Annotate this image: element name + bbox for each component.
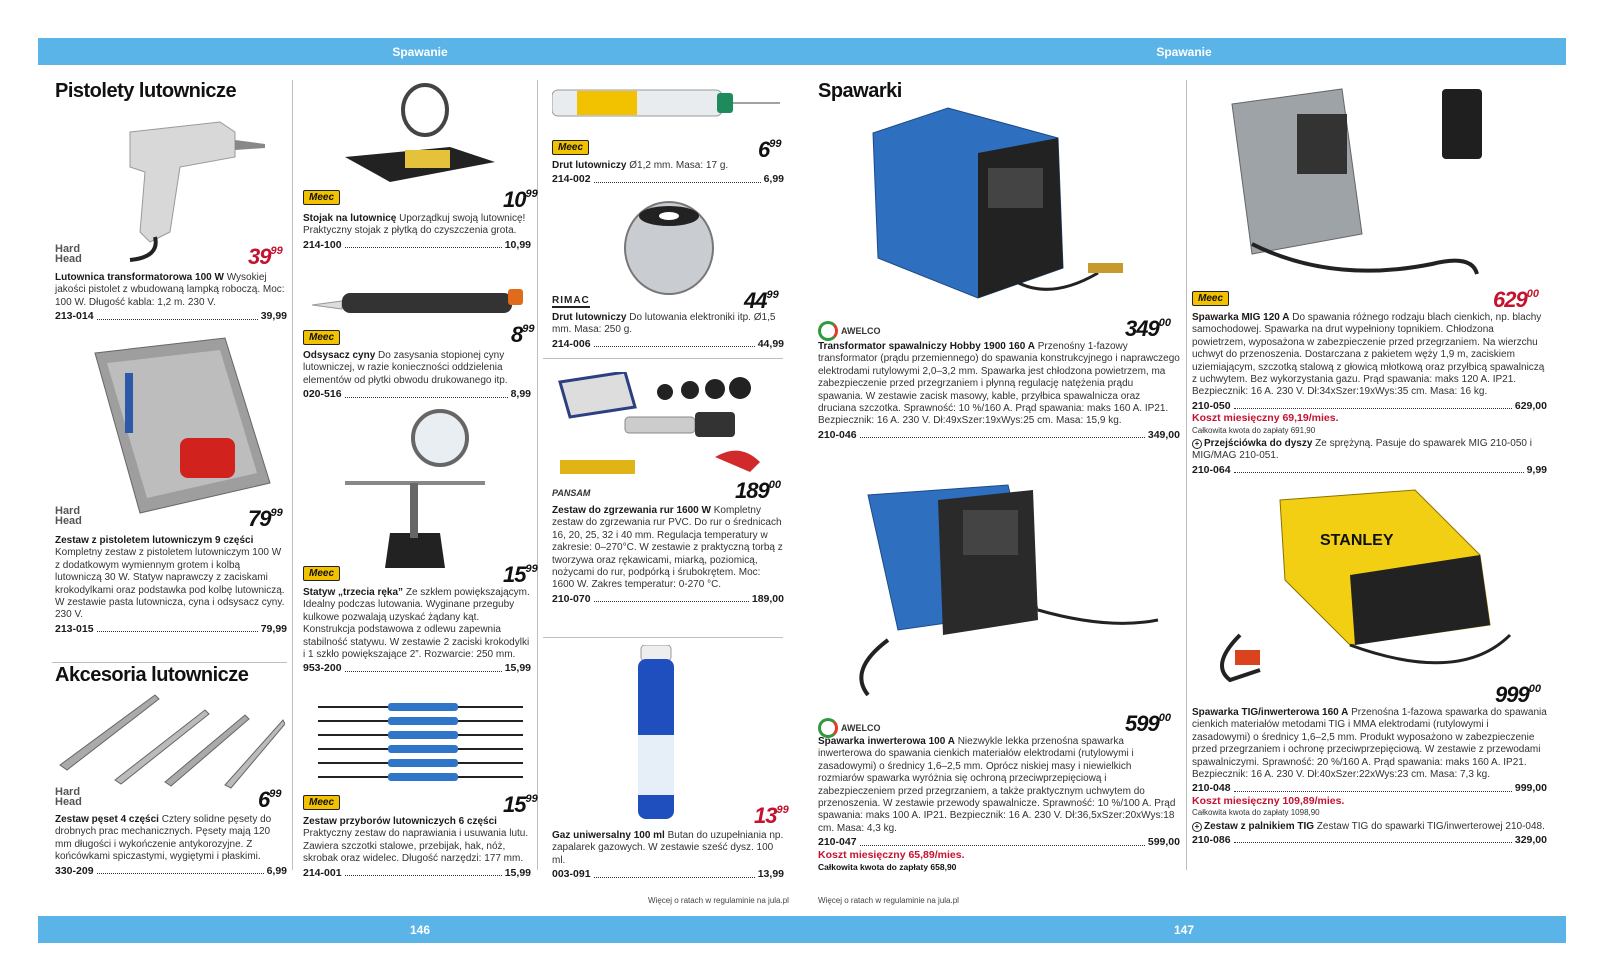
- section-title-welders: Spawarki: [818, 80, 902, 102]
- product-953-200: [303, 587, 531, 675]
- product-name: Zestaw przyborów lutowniczych 6 części: [303, 816, 497, 827]
- page-number-right: 147: [802, 916, 1566, 943]
- product-210-046: [818, 341, 1180, 441]
- brand-hard-head: Hard Head: [55, 786, 82, 808]
- section-header-left: Spawanie: [38, 38, 802, 65]
- product-name: Zestaw z pistoletem lutowniczym 9 części: [55, 535, 254, 546]
- product-213-014: [55, 272, 287, 323]
- section-title-soldering-guns: Pistolety lutownicze: [55, 80, 237, 102]
- product-desc: Ze szkłem powiększającym. Idealny podczas lutowania. Wyginane przeguby kulkowe pozwalają uzyskać żądany kąt. Konstrukcja podstawowa z odlewu zapewnia stabilność statywu. W zestawie 2 zaciski krokodylki i 1 szkło powiększające 2”. Rozwarcie: 250 mm.: [303, 587, 530, 661]
- installments-note-left: Więcej o ratach w regulaminie na jula.pl: [648, 896, 789, 905]
- total-cost: Całkowita kwota do zapłaty 658,90: [818, 862, 957, 873]
- product-desc: Kompletny zestaw do zgrzewania rur PVC. Do rur o średnicach 16, 20, 25, 32 i 40 mm. Regulacja temperatury w zakresie: 0–270°C. W zestawie z praktyczną torbą z tworzywa oraz rękawicami, miarką, poziomicą, nożycami do rur, podpórką i śrubokrętem. Moc: 1600 W. Zakres temperatur: 0-270 °C.: [552, 505, 783, 591]
- sku-row: 213-015 79,99: [55, 622, 287, 635]
- product-214-001: [303, 816, 531, 879]
- tig-welder-image: [1200, 485, 1520, 685]
- sku-row: 210-046 349,00: [818, 428, 1180, 441]
- product-name: Odsysacz cyny: [303, 350, 376, 361]
- sku-row: 210-048 999,00: [1192, 782, 1547, 795]
- product-020-516: [303, 350, 531, 401]
- product-name: Drut lutowniczy: [552, 312, 627, 323]
- price-214-001: $15^{99}$: [503, 792, 538, 817]
- page-number-left: 146: [38, 916, 802, 943]
- product-name: Statyw „trzecia ręka”: [303, 587, 404, 598]
- price-210-070: $189^{00}$: [735, 478, 781, 503]
- brand-meec: Meec: [303, 190, 340, 205]
- sku-row: 214-001 15,99: [303, 866, 531, 879]
- section-title-accessories: Akcesoria lutownicze: [55, 664, 249, 686]
- price-003-091: $13^{99}$: [754, 803, 789, 828]
- sku-row: 214-006 44,99: [552, 337, 784, 350]
- sku-row: 020-516 8,99: [303, 388, 531, 401]
- soldering-gun-image: [110, 112, 270, 262]
- brand-meec: Meec: [303, 330, 340, 345]
- product-desc: Niezwykle lekka przenośna spawarka inwerterowa do spawania cienkich materiałów elektrodami (rutylowymi i zasadowymi) o średnicy 1,6–2,5 mm. Oprócz niskiej masy i niewielkich rozmiarów spawarka wyróżnia się ochroną przeciwprzepięciową i zabezpieczeniem przed przegrzaniem, a także praktycznym uchwytem do przenoszenia. W zestawie przewody spawalnicze. Sprawność: 10 %/100 A. Prąd spawania: maks 100 A. IP21. Bezpiecznik: 16 A. 230 V. Dł:36,5xSzer:20xWys:18 cm. Masa: 4,3 kg.: [818, 736, 1176, 834]
- divider: [52, 662, 287, 663]
- monthly-cost: Koszt miesięczny 109,89/mies.: [1192, 794, 1345, 807]
- price-210-046: $349^{00}$: [1125, 316, 1171, 341]
- pipe-welding-kit-image: [555, 372, 783, 482]
- brand-meec: Meec: [552, 140, 589, 155]
- sku-row: 210-050 629,00: [1192, 399, 1547, 412]
- accessory-210-086: + Zestaw z palnikiem TIG Zestaw TIG do spawarki TIG/inwerterowej 210-048.: [1192, 821, 1547, 833]
- total-cost: Całkowita kwota do zapłaty 1098,90: [1192, 808, 1320, 818]
- sku-row: 330-209 6,99: [55, 864, 287, 877]
- price-210-050: $629^{00}$: [1493, 287, 1539, 312]
- price-210-047: $599^{00}$: [1125, 711, 1171, 736]
- price-214-002: $6^{99}$: [758, 137, 782, 162]
- mig-welder-image: [1212, 84, 1482, 289]
- sku-row: 214-100 10,99: [303, 238, 531, 251]
- sku-row: 953-200 15,99: [303, 662, 531, 675]
- solder-spool-image: [622, 198, 717, 298]
- product-name: Zestaw do zgrzewania rur 1600 W: [552, 505, 711, 516]
- price-213-015: $79^{99}$: [248, 506, 283, 531]
- monthly-cost: Koszt miesięczny 65,89/mies.: [818, 848, 965, 861]
- product-desc: Uporządkuj swoją lutownicę! Praktyczny stojak z płytką do czyszczenia grota.: [303, 213, 526, 237]
- soldering-kit-image: [85, 333, 275, 518]
- hobby-welder-image: [868, 98, 1138, 313]
- price-330-209: $6^{99}$: [258, 787, 282, 812]
- product-name: Gaz uniwersalny 100 ml: [552, 830, 665, 841]
- plus-icon: +: [1192, 822, 1202, 832]
- sku-row: 214-002 6,99: [552, 173, 784, 186]
- product-name: Zestaw pęset 4 części: [55, 814, 159, 825]
- product-210-048: [1192, 707, 1547, 846]
- product-desc: Kompletny zestaw z pistoletem lutowniczym 100 W z dodatkowym wymiennym grotem i kolbą lutowniczą 30 W. Statyw naprawczy z zaciskami krokodylkami oraz podstawka pod kolbę lutowniczą. W zestawie pasta lutownicza, cyna i odsysacz cyny. 230 V.: [55, 547, 285, 621]
- product-desc: Do lutowania elektroniki itp. Ø1,5 mm. Masa: 250 g.: [552, 312, 776, 336]
- product-210-070: [552, 505, 784, 605]
- product-name: Transformator spawalniczy Hobby 1900 160 A: [818, 341, 1035, 352]
- third-hand-image: [335, 408, 515, 578]
- product-name: Spawarka MIG 120 A: [1192, 312, 1290, 323]
- divider: [1186, 80, 1187, 870]
- product-name: Stojak na lutownicę: [303, 213, 397, 224]
- product-desc: Do spawania różnego rodzaju blach cienkich, np. blachy samochodowej. Spawarka na drut wypełniony topnikiem. Chłodzona powietrzem, wyposażona w zabezpieczenie przed przegrzaniem. Na wierzchu uchwyt do przenoszenia. Dostarczana z pakietem węży 1,9 m, zaciskiem uziemiającym, szczotką stalową z głowicą młotkową oraz przyłbicą spawalniczą z uchwytem. Bez wykorzystania gazu. Prąd spawania: maks 120 A. IP21. Bezpiecznik: 16 A. 230 V. Dł:34xSzer:19xWys:35 cm. Masa: 16 kg.: [1192, 312, 1545, 398]
- sku-row: 213-014 39,99: [55, 310, 287, 323]
- inverter-welder-image: [828, 470, 1168, 700]
- product-name: Lutownica transformatorowa 100 W: [55, 272, 224, 283]
- product-210-050: [1192, 312, 1547, 476]
- section-header-right: Spawanie: [802, 38, 1566, 65]
- svg-text:STANLEY: STANLEY: [1320, 532, 1394, 549]
- product-desc: Przenośny 1-fazowy transformator (prądu przemiennego) do spawania konstrukcyjnego i naprawczego elektrodami rutylowymi 2,0–3,2 mm. Spawarka jest chłodzona powietrzem, ma zabezpieczenie przed przegrzaniem i płynną regulację natężenia prądu spawania. W zestawie zacisk masowy, kable, przyłbica spawalnicza oraz druciana szczotka. Sprawność: 10 %/160 A. Prąd spawania: maks 160 A. IP21. Bezpiecznik: 16 A. 230 V. Dł:49xSzer:19xWys:25 cm. Masa: 15,9 kg.: [818, 341, 1180, 427]
- solder-wire-tube-image: [552, 85, 782, 125]
- product-desc: Butan do uzupełniania np. zapalarek gazowych. W zestawie sześć dysz. 100 ml.: [552, 830, 784, 866]
- sku-row: 210-070 189,00: [552, 592, 784, 605]
- product-desc: Praktyczny zestaw do naprawiania i usuwania lutu. Zawiera szczotki stalowe, przebijak, hak, nóż, skrobak oraz widelec. Długość narzędzi: 177 mm.: [303, 828, 529, 865]
- product-desc: Wysokiej jakości pistolet z wbudowaną lampką roboczą. Moc: 100 W. Długość kabla: 1,2 m. 230 V.: [55, 272, 285, 308]
- product-214-006: [552, 312, 784, 350]
- accessory-210-064: + Przejściówka do dyszy Ze sprężyną. Pasuje do spawarek MIG 210-050 i MIG/MAG 210-051.: [1192, 438, 1532, 462]
- price-214-100: $10^{99}$: [503, 187, 538, 212]
- tweezers-image: [55, 690, 285, 790]
- divider: [292, 80, 293, 870]
- solder-stand-image: [340, 82, 500, 187]
- sku-row: 210-064 9,99: [1192, 463, 1547, 476]
- desoldering-pump-image: [312, 275, 532, 320]
- product-desc: Ø1,2 mm. Masa: 17 g.: [626, 160, 729, 171]
- price-210-048: $999^{00}$: [1495, 682, 1541, 707]
- product-214-002: [552, 160, 784, 186]
- divider: [543, 637, 783, 638]
- brand-meec: Meec: [1192, 291, 1229, 306]
- sku-row: 210-047 599,00: [818, 836, 1180, 849]
- soldering-tools-image: [318, 700, 528, 790]
- product-desc: Przenośna 1-fazowa spawarka do spawania cienkich materiałów metodami TIG i MMA elektrodami (rutylowymi i zasadowymi) o średnicy 1,6–2,5 mm. Produkt wyposażono w zabezpieczenie przed przegrzaniem i ochronę przeciwprzepięciową. W zestawie z przewodami spawalniczymi. Sprawność: 20 %/160 A. Prąd spawania: maks 160 A. IP21. Bezpiecznik: 16 A. 230 V. Dł:40xSzer:22xWys:23 cm. Masa: 7,3 kg.: [1192, 707, 1547, 781]
- product-003-091: [552, 830, 784, 881]
- brand-hard-head: Hard Head: [55, 243, 82, 265]
- monthly-cost: Koszt miesięczny 69,19/mies.: [1192, 412, 1339, 425]
- installments-note-right: Więcej o ratach w regulaminie na jula.pl: [818, 896, 959, 905]
- brand-hard-head: Hard Head: [55, 505, 82, 527]
- product-330-209: [55, 814, 287, 877]
- brand-awelco: AWELCO: [818, 718, 881, 738]
- price-020-516: $8^{99}$: [511, 322, 535, 347]
- product-desc: Do zasysania stopionej cyny lutowniczej, w razie konieczności oddzielenia elementów od płytki obwodu drukowanego itp.: [303, 350, 508, 386]
- price-214-006: $44^{99}$: [744, 288, 779, 313]
- sku-row: 210-086 329,00: [1192, 834, 1547, 847]
- plus-icon: +: [1192, 439, 1202, 449]
- product-214-100: [303, 213, 531, 251]
- brand-awelco: AWELCO: [818, 321, 881, 341]
- gas-can-image: [635, 645, 680, 825]
- brand-pansam: PANSAM: [552, 488, 591, 498]
- product-name: Spawarka inwerterowa 100 A: [818, 736, 955, 747]
- product-name: Spawarka TIG/inwerterowa 160 A: [1192, 707, 1349, 718]
- brand-meec: Meec: [303, 795, 340, 810]
- divider: [543, 358, 783, 359]
- total-cost: Całkowita kwota do zapłaty 691,90: [1192, 425, 1316, 435]
- sku-row: 003-091 13,99: [552, 868, 784, 881]
- product-213-015: [55, 535, 287, 635]
- product-210-047: [818, 736, 1180, 873]
- price-953-200: $15^{99}$: [503, 562, 538, 587]
- product-name: Drut lutowniczy: [552, 160, 627, 171]
- brand-rimac: RIMAC: [552, 295, 590, 306]
- brand-meec: Meec: [303, 566, 340, 581]
- product-desc: Cztery solidne pęsety do drobnych prac mechanicznych. Pęsety mają 120 mm długości i wykończenie antykorozyjne. Z końcówkami spiczastymi, wygiętymi i płaskimi.: [55, 814, 272, 863]
- price-213-014: $39^{99}$: [248, 244, 283, 269]
